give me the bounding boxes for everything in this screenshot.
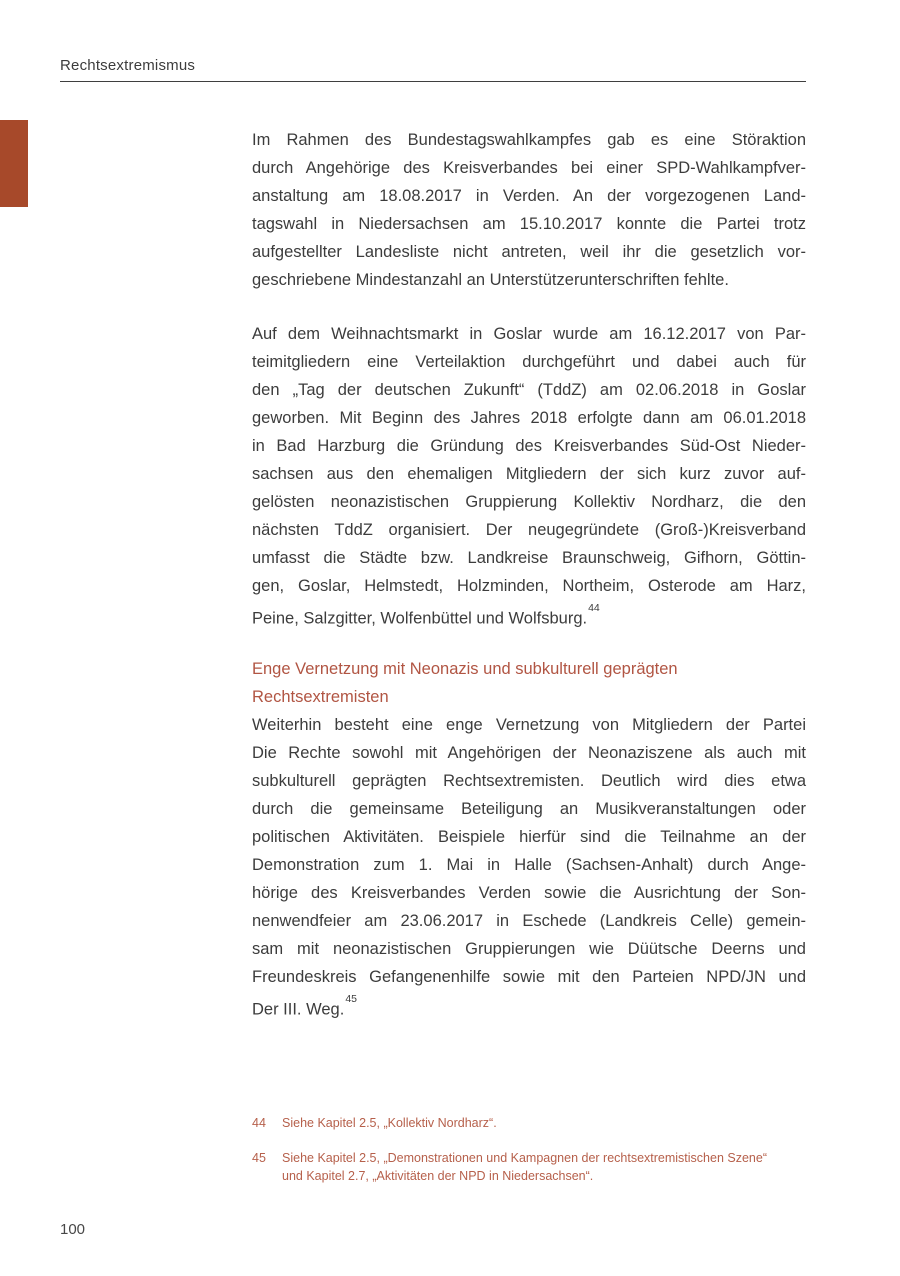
body-text-line: geworben. Mit Beginn des Jahres 2018 erfolgte dann am 06.01.2018 (252, 409, 806, 427)
footnote-reference: 45 (345, 993, 357, 1005)
body-text-line: in Bad Harzburg die Gründung des Kreisverbandes Süd-Ost Nieder- (252, 437, 806, 455)
body-text-line: hörige des Kreisverbandes Verden sowie die Ausrichtung der Son- (252, 884, 806, 902)
body-text-line: geschriebene Mindestanzahl an Unterstützerunterschriften fehlte. (252, 271, 729, 289)
footnote-text-line: und Kapitel 2.7, „Aktivitäten der NPD in Niedersachsen“. (282, 1169, 594, 1183)
body-text-line: Die Rechte sowohl mit Angehörigen der Neonaziszene als auch mit (252, 744, 806, 762)
body-text-line: nenwendfeier am 23.06.2017 in Eschede (Landkreis Celle) gemein- (252, 912, 806, 930)
body-text-line: sam mit neonazistischen Gruppierungen wie Düütsche Deerns und (252, 940, 806, 958)
footnote-number: 45 (252, 1151, 266, 1165)
page-number: 100 (60, 1221, 86, 1238)
body-text-line: aufgestellter Landesliste nicht antreten, weil ihr die gesetzlich vor- (252, 243, 806, 261)
body-text-line: durch Angehörige des Kreisverbandes bei einer SPD-Wahlkampfver- (252, 159, 806, 177)
body-text-line: politischen Aktivitäten. Beispiele hierfür sind die Teilnahme an der (252, 828, 806, 846)
chapter-tab-marker (0, 120, 28, 207)
body-text-line: Weiterhin besteht eine enge Vernetzung von Mitgliedern der Partei (252, 716, 806, 734)
body-text-line: Der III. Weg.$^{45}$ (252, 993, 357, 1019)
paragraph (252, 126, 806, 294)
footnote-text-line: Siehe Kapitel 2.5, „Kollektiv Nordharz“. (282, 1116, 497, 1130)
body-text-line: anstaltung am 18.08.2017 in Verden. An der vorgezogenen Land- (252, 187, 806, 205)
footnotes-section (252, 1114, 827, 1202)
body-text-line: Auf dem Weihnachtsmarkt in Goslar wurde am 16.12.2017 von Par- (252, 325, 806, 343)
subheading (252, 655, 806, 711)
body-text-line: nächsten TddZ organisiert. Der neugegründete (Groß-)Kreisverband (252, 521, 806, 539)
footnote-text (282, 1114, 497, 1132)
running-header-title: Rechtsextremismus (60, 57, 196, 74)
body-text-line: tagswahl in Niedersachsen am 15.10.2017 konnte die Partei trotz (252, 215, 806, 233)
subheading-line: Enge Vernetzung mit Neonazis und subkulturell geprägten (252, 660, 678, 678)
body-text-line: Freundeskreis Gefangenenhilfe sowie mit den Parteien NPD/JN und (252, 968, 806, 986)
paragraph (252, 711, 806, 1019)
body-text-line: gen, Goslar, Helmstedt, Holzminden, Northeim, Osterode am Harz, (252, 577, 806, 595)
subheading-line: Rechtsextremisten (252, 688, 389, 706)
paragraph (252, 320, 806, 628)
body-text-line: durch die gemeinsame Beteiligung an Musikveranstaltungen oder (252, 800, 806, 818)
body-text-line: Im Rahmen des Bundestagswahlkampfes gab es eine Störaktion (252, 131, 806, 149)
body-text-line: Peine, Salzgitter, Wolfenbüttel und Wolfsburg.$^{44}$ (252, 602, 600, 628)
body-text-line: subkulturell geprägten Rechtsextremisten. Deutlich wird dies etwa (252, 772, 806, 790)
footnote-text-line: Siehe Kapitel 2.5, „Demonstrationen und Kampagnen der rechtsextremistischen Szene“ (282, 1151, 767, 1165)
body-text-line: teimitgliedern eine Verteilaktion durchgeführt und dabei auch für (252, 353, 806, 371)
header-rule (60, 81, 806, 82)
footnote-text (282, 1149, 767, 1185)
footnote-number: 44 (252, 1116, 266, 1130)
body-text-line: den „Tag der deutschen Zukunft“ (TddZ) am 02.06.2018 in Goslar (252, 381, 806, 399)
footnote-reference: 44 (588, 602, 600, 614)
footnote (252, 1149, 827, 1185)
body-text-line: gelösten neonazistischen Gruppierung Kollektiv Nordharz, die den (252, 493, 806, 511)
body-text-line: Demonstration zum 1. Mai in Halle (Sachsen-Anhalt) durch Ange- (252, 856, 806, 874)
footnote (252, 1114, 827, 1132)
body-text-line: umfasst die Städte bzw. Landkreise Braunschweig, Gifhorn, Göttin- (252, 549, 806, 567)
body-text-line: sachsen aus den ehemaligen Mitgliedern der sich kurz zuvor auf- (252, 465, 806, 483)
content-column (252, 126, 806, 1019)
